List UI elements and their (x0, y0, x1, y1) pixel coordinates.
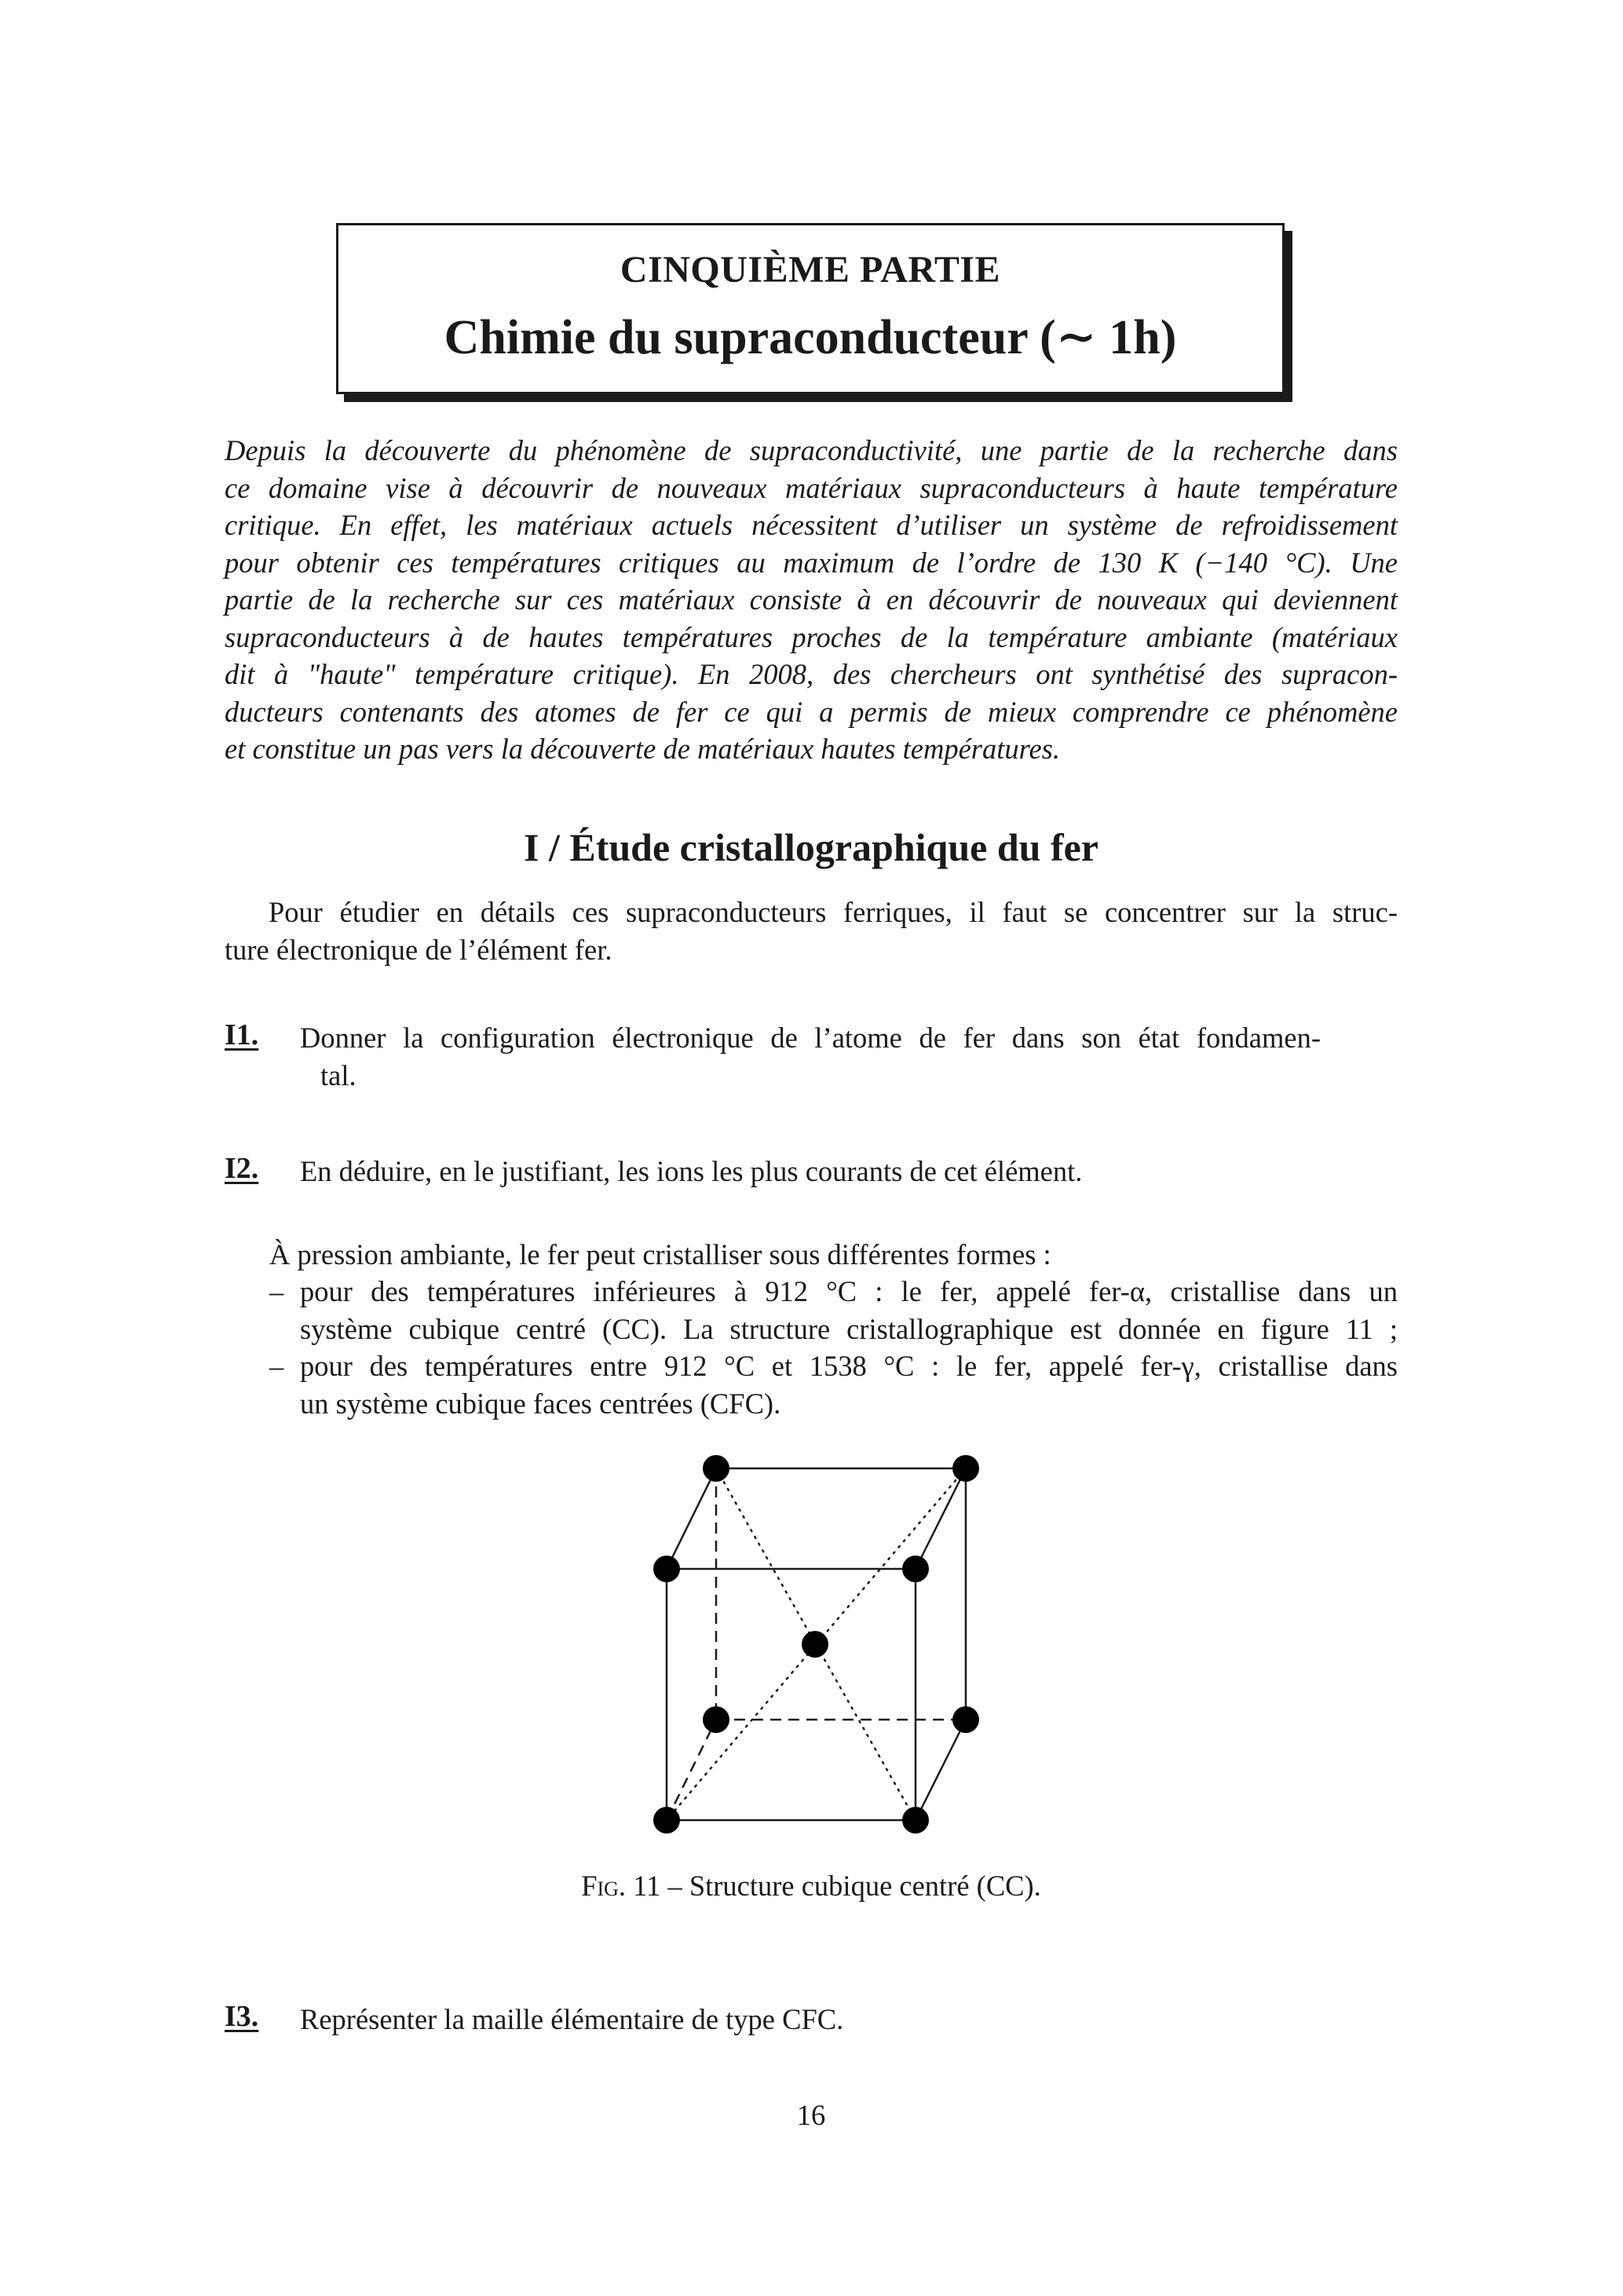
intro-line: et constitue un pas vers la découverte de matériaux hautes températures. (225, 733, 1060, 765)
question-text-i2: En déduire, en le justifiant, les ions les plus courants de cet élément. (300, 1155, 1083, 1187)
figure-label: Fig. (581, 1870, 627, 1902)
atom (703, 1706, 729, 1733)
part-title: Chimie du supraconducteur (∼ 1h) (444, 311, 1177, 364)
atom (902, 1556, 929, 1582)
intro-line: dit à "haute" température critique). En 2008, des chercheurs ont synthétisé des supracon- (225, 658, 1398, 690)
intro-line: ce domaine vise à découvrir de nouveaux matériaux supraconducteurs à haute température (225, 471, 1398, 504)
hidden-edge (667, 1720, 716, 1820)
bullet-dash: – (269, 1275, 284, 1307)
cube-edge (916, 1720, 966, 1820)
forms-line: pour des températures inférieures à 912 °C : le fer, appelé fer-α, cristallise dans un (300, 1275, 1398, 1307)
part-heading: CINQUIÈME PARTIE (620, 249, 1001, 291)
section-line: Pour étudier en détails ces supraconducteurs ferriques, il faut se concentrer sur la struc- (269, 896, 1398, 928)
forms-intro: À pression ambiante, le fer peut cristalliser sous différentes formes : (269, 1238, 1051, 1270)
intro-line: Depuis la découverte du phénomène de supraconductivité, une partie de la recherche dans (225, 434, 1398, 466)
page-number: 16 (796, 2099, 826, 2131)
figure-caption-text: 11 – Structure cubique centré (CC). (633, 1870, 1041, 1902)
forms-line: système cubique centré (CC). La structure cristallographique est donnée en figure 11 ; (300, 1312, 1398, 1345)
cube-edge (916, 1468, 966, 1569)
question-label-i2: I2. (225, 1152, 259, 1185)
atom (952, 1455, 979, 1482)
section-line: ture électronique de l’élément fer. (225, 933, 612, 966)
bullet-dash: – (269, 1350, 284, 1382)
question-line: tal. (320, 1058, 356, 1091)
intro-line: ducteurs contenants des atomes de fer ce qui a permis de mieux comprendre ce phénomène (225, 695, 1398, 728)
question-line: Donner la configuration électronique de l’atome de fer dans son état fondamen- (300, 1022, 1321, 1054)
intro-line: supraconducteurs à de hautes températures proches de la température ambiante (matériaux (225, 620, 1398, 653)
intro-line: critique. En effet, les matériaux actuels nécessitent d’utiliser un système de refroidissement (225, 509, 1398, 541)
intro-line: partie de la recherche sur ces matériaux consiste à en découvrir de nouveaux qui deviennent (225, 583, 1398, 616)
question-label-i1: I1. (225, 1018, 259, 1051)
question-label-i3: I3. (225, 2000, 259, 2033)
intro-line: pour obtenir ces températures critiques au maximum de l’ordre de 130 K (−140 °C). Une (225, 546, 1398, 579)
cube-edge (667, 1468, 716, 1569)
forms-line: un système cubique faces centrées (CFC). (300, 1387, 781, 1420)
question-text-i3: Représenter la maille élémentaire de type CFC. (300, 2003, 844, 2035)
section-title: I / Étude cristallographique du fer (524, 825, 1098, 869)
atom (902, 1807, 929, 1834)
atom (703, 1455, 729, 1482)
figure-caption (225, 1869, 1398, 1903)
forms-line: pour des températures entre 912 °C et 1538 °C : le fer, appelé fer-γ, cristallise dans (300, 1350, 1398, 1382)
atom-center (802, 1631, 828, 1658)
atom (653, 1556, 680, 1582)
atom (952, 1706, 979, 1733)
atom (653, 1807, 680, 1834)
